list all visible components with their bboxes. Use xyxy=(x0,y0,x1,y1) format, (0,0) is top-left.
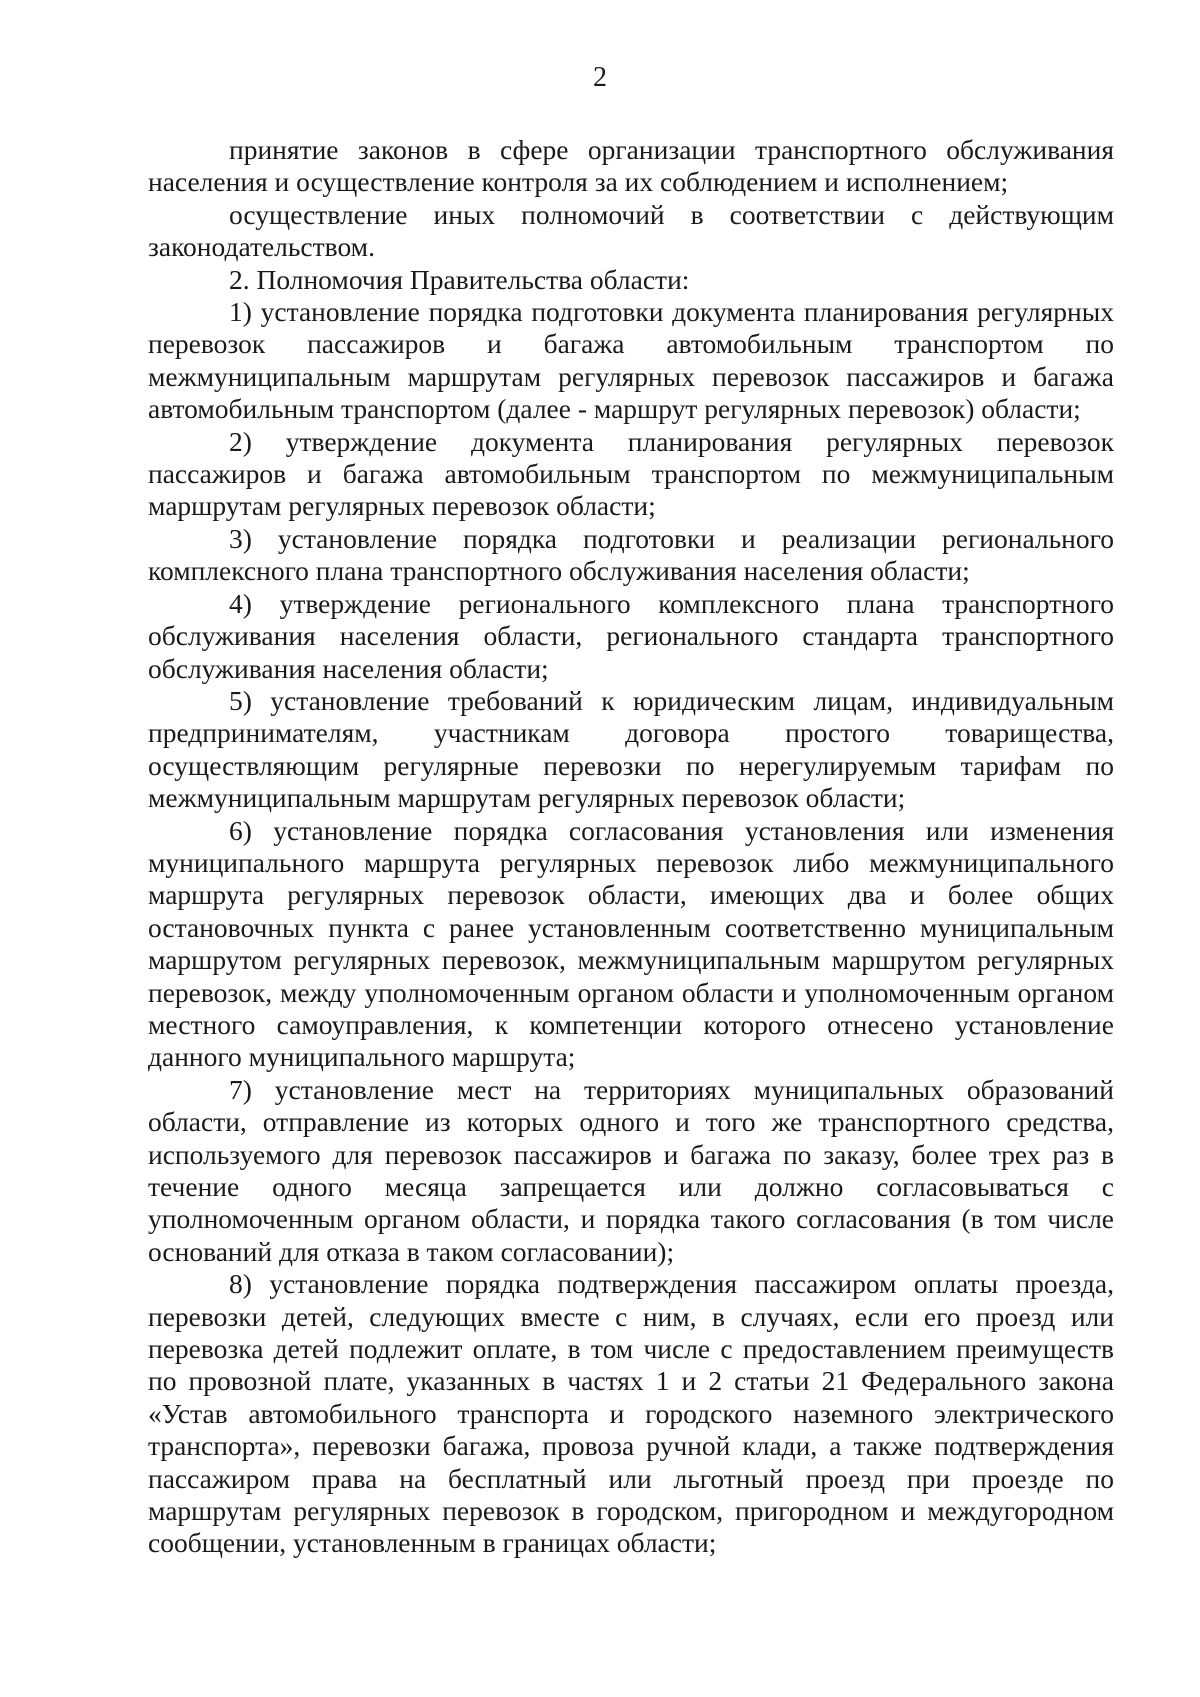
list-item-2: 2) утверждение документа планирования регулярных перевозок пассажиров и багажа автомобильным транспортом по межмуниципальным маршрутам регулярных перевозок области; xyxy=(148,425,1114,522)
page-number: 2 xyxy=(593,62,607,93)
list-item-4: 4) утверждение регионального комплексного плана транспортного обслуживания населения области, регионального стандарта транспортного обслуживания населения области; xyxy=(148,587,1114,684)
list-item-3: 3) установление порядка подготовки и реализации регионального комплексного плана транспортного обслуживания населения области; xyxy=(148,522,1114,587)
paragraph-other-powers: осуществление иных полномочий в соответствии с действующим законодательством. xyxy=(148,198,1114,263)
list-item-5: 5) установление требований к юридическим лицам, индивидуальным предпринимателям, участникам договора простого товарищества, осуществляющим регулярные перевозки по нерегулируемым тарифам по межмуниципальным маршрутам регулярных перевозок области; xyxy=(148,684,1114,814)
list-item-1: 1) установление порядка подготовки документа планирования регулярных перевозок пассажиров и багажа автомобильным транспортом по межмуниципальным маршрутам регулярных перевозок пассажиров и багажа автомобильным транспортом (далее - маршрут регулярных перевозок) области; xyxy=(148,296,1114,425)
list-item-8: 8) установление порядка подтверждения пассажиром оплаты проезда, перевозки детей, следующих вместе с ним, в случаях, если его проезд или перевозка детей подлежит оплате, в том числе с предоставлением преимуществ по провозной плате, указанных в частях 1 и 2 статьи 21 Федерального закона «Устав автомобильного транспорта и городского наземного электрического транспорта», перевозки багажа, провоза ручной клади, а также подтверждения пассажиром права на бесплатный или льготный проезд при проезде по маршрутам регулярных перевозок в городском, пригородном и междугородном сообщении, установленным в границах области; xyxy=(148,1268,1114,1559)
document-body xyxy=(148,134,1114,1560)
section-heading-government-powers: 2. Полномочия Правительства области: xyxy=(229,263,690,295)
paragraph-law-adoption: принятие законов в сфере организации транспортного обслуживания населения и осуществление контроля за их соблюдением и исполнением; xyxy=(148,134,1114,198)
list-item-7: 7) установление мест на территориях муниципальных образований области, отправление из которых одного и того же транспортного средства, используемого для перевозок пассажиров и багажа по заказу, более трех раз в течение одного месяца запрещается или должно согласовываться с уполномоченным органом области, и порядка такого согласования (в том числе оснований для отказа в таком согласовании); xyxy=(148,1073,1114,1267)
list-item-6: 6) установление порядка согласования установления или изменения муниципального маршрута регулярных перевозок либо межмуниципального маршрута регулярных перевозок области, имеющих два и более общих остановочных пункта с ранее установленным соответственно муниципальным маршрутом регулярных перевозок, межмуниципальным маршрутом регулярных перевозок, между уполномоченным органом области и уполномоченным органом местного самоуправления, к компетенции которого отнесено установление данного муниципального маршрута; xyxy=(148,814,1114,1073)
